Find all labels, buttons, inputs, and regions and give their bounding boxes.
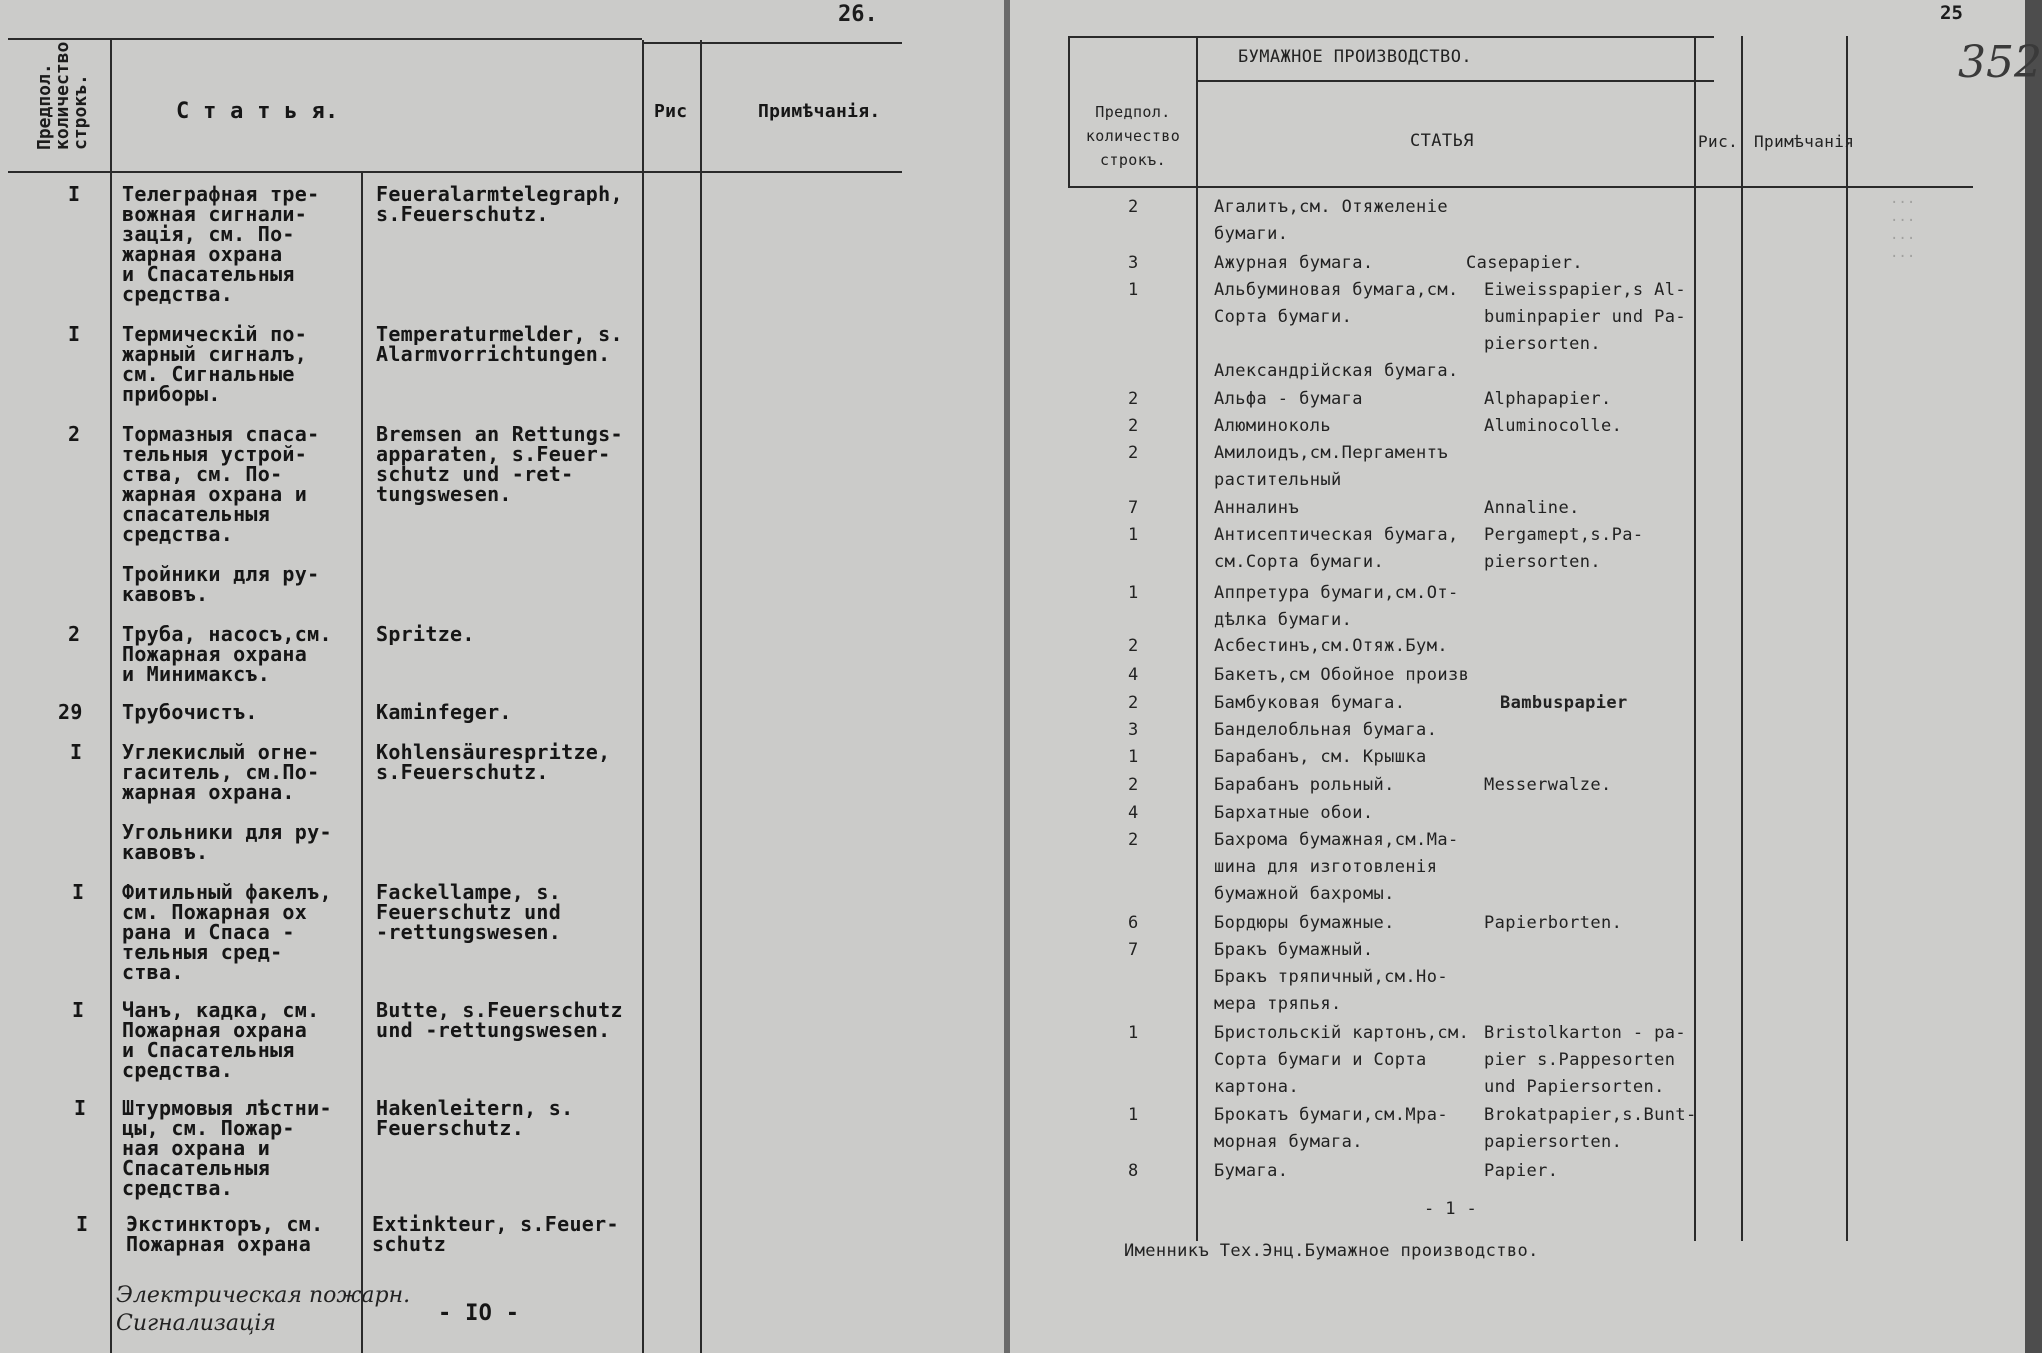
right-page [1010,0,2042,1353]
row-article-de: Temperaturmelder, s. Alarmvorrichtungen. [376,322,623,366]
row-count: 1 [1128,747,1139,767]
header-bottom-border [1068,186,1973,188]
row-count: 1 [1128,1105,1139,1125]
row-article-ru: Банделобльная бумага. [1214,720,1438,740]
row-article-de: Kohlensäurespritze, s.Feuerschutz. [376,740,611,784]
row-article-de: Aluminocolle. [1484,416,1623,436]
row-article-ru: Брокатъ бумаги,см.Мра- морная бумага. [1214,1105,1448,1152]
row-article-ru: Чанъ, кадка, см. Пожарная охрана и Спасательныя средства. [122,998,320,1082]
column-divider [700,40,702,1353]
row-count: I [74,1096,87,1120]
row-article-de: Bremsen an Rettungs- apparaten, s.Feuer- schutz und -ret- tungswesen. [376,422,623,506]
row-count: 2 [1128,416,1139,436]
table-top-border [8,38,642,40]
row-article-ru: Труба, насосъ,см. Пожарная охрана и Минимаксъ. [122,622,332,686]
row-article-ru: Углекислый огне- гаситель, см.По- жарная охрана. [122,740,320,804]
row-count: 1 [1128,280,1139,300]
table-top-border [1068,36,1714,38]
row-count: I [68,322,81,346]
row-article-ru: Анналинъ [1214,498,1300,518]
row-article-ru: Аппретура бумаги,см.От- дѣлка бумаги. [1214,583,1459,630]
row-count: I [68,182,81,206]
row-article-ru: Асбестинъ,см.Отяж.Бум. [1214,636,1448,656]
row-article-de: Bambuspapier [1500,693,1628,713]
row-article-de: Butte, s.Feuerschutz und -rettungswesen. [376,998,623,1042]
column-divider [1694,36,1696,1241]
row-count: I [72,880,85,904]
row-count: 2 [68,422,81,446]
row-article-ru: Александрійская бумага. [1214,361,1459,381]
table-top-border-right [642,42,902,44]
row-count: I [76,1212,89,1236]
row-count: 4 [1128,665,1139,685]
row-article-ru: Барабанъ, см. Крышка [1214,747,1427,767]
row-count: 3 [1128,253,1139,273]
row-article-ru: Угольники для ру- кавовъ. [122,820,332,864]
row-article-de: Papierborten. [1484,913,1623,933]
title-underline [1198,80,1714,82]
row-article-ru: Бордюры бумажные. [1214,913,1395,933]
left-page [0,0,1004,1353]
page-number: 26. [838,2,878,27]
row-count: I [72,998,85,1022]
row-article-ru: Альфа - бумага [1214,389,1363,409]
header-count: Предпол. количество строкъ. [1085,103,1181,169]
row-article-de: Casepapier. [1466,253,1583,273]
row-article-ru: Бакетъ,см Обойное произв [1214,665,1470,685]
row-article-de: Spritze. [376,622,475,646]
row-article-ru: Барабанъ рольный. [1214,775,1395,795]
header-notes: Примѣчанія. [758,101,881,122]
row-article-ru: Алюминоколь [1214,416,1331,436]
column-divider [642,40,644,1353]
header-figure: Рис. [1698,132,1739,151]
row-count: 2 [1128,693,1139,713]
row-count: 3 [1128,720,1139,740]
row-article-ru: Амилоидъ,см.Пергаментъ растительный [1214,443,1448,490]
bleed-through: ... ... ... ... [1890,191,1916,261]
row-article-de: Brokatpapier,s.Bunt- papiersorten. [1484,1105,1697,1152]
footer-page-number: - 1 - [1424,1199,1478,1219]
row-article-ru: Штурмовыя лѣстни- цы, см. Пожар- ная охрана и Спасательныя средства. [122,1096,332,1200]
row-count: 2 [1128,197,1139,217]
row-count: 1 [1128,525,1139,545]
row-article-ru: Экстинкторъ, см. Пожарная охрана [126,1212,324,1256]
row-count: 6 [1128,913,1139,933]
row-article-ru: Бархатные обои. [1214,803,1374,823]
row-article-de: Kaminfeger. [376,700,512,724]
row-count: 2 [1128,775,1139,795]
row-article-de: Eiweisspapier,s Al- buminpapier und Pa- piersorten. [1484,280,1687,354]
row-count: 2 [1128,830,1139,850]
row-count: 8 [1128,1161,1139,1181]
column-divider [1068,36,1070,188]
row-article-ru: Бамбуковая бумага. [1214,693,1406,713]
row-article-de: Papier. [1484,1161,1559,1181]
column-divider [1741,36,1743,1241]
row-article-de: Bristolkarton - pa- pier s.Pappesorten und Papiersorten. [1484,1023,1687,1097]
column-divider [361,171,363,1353]
row-count: 7 [1128,498,1139,518]
column-divider [1846,36,1848,1241]
row-count: 2 [68,622,81,646]
row-article-de: Alphapapier. [1484,389,1612,409]
column-divider [1196,36,1198,1241]
header-count: Предпол. количество строкъ. [34,41,91,150]
row-article-de: Messerwalze. [1484,775,1612,795]
row-article-de: Hakenleitern, s. Feuerschutz. [376,1096,574,1140]
row-article-ru: Ажурная бумага. [1214,253,1374,273]
page-number: 25 [1940,2,1963,24]
header-article: С т а т ь я. [176,99,339,124]
row-article-de: Annaline. [1484,498,1580,518]
row-article-de: Fackellampe, s. Feuerschutz und -rettungswesen. [376,880,562,944]
row-article-ru: Антисептическая бумага, см.Сорта бумаги. [1214,525,1459,572]
row-article-ru: Термическій по- жарный сигналъ, см. Сигнальные приборы. [122,322,308,406]
row-count: 4 [1128,803,1139,823]
footer-page-number: - IO - [438,1301,520,1326]
header-figure: Рис [654,101,688,122]
row-article-ru: Телеграфная тре- вожная сигнали- зація, см. По- жарная охрана и Спасательныя средства. [122,182,320,306]
row-article-ru: Бракъ тряпичный,см.Но- мера тряпья. [1214,967,1448,1014]
row-count: 2 [1128,443,1139,463]
section-title: БУМАЖНОЕ ПРОИЗВОДСТВО. [1238,47,1472,67]
archive-stamp-number: 352 [1958,37,2042,88]
row-count: I [70,740,83,764]
row-article-de: Pergamept,s.Pa- piersorten. [1484,525,1644,572]
row-article-de: Feueralarmtelegraph, s.Feuerschutz. [376,182,623,226]
row-count: 2 [1128,389,1139,409]
column-divider [110,38,112,1353]
row-article-ru: Тройники для ру- кавовъ. [122,562,320,606]
row-article-ru: Бристольскій картонъ,см. Сорта бумаги и Сорта картона. [1214,1023,1470,1097]
row-count: 2 [1128,636,1139,656]
row-article-ru: Альбуминовая бумага,см. Сорта бумаги. [1214,280,1459,327]
row-count: 1 [1128,1023,1139,1043]
header-article: СТАТЬЯ [1410,131,1474,151]
row-article-de: Extinkteur, s.Feuer- schutz [372,1212,619,1256]
header-notes: Примѣчанія [1754,132,1855,151]
row-article-ru: Агалитъ,см. Отяжеленіе бумаги. [1214,197,1448,244]
header-bottom-border [8,171,902,173]
row-article-ru: Бракъ бумажный. [1214,940,1374,960]
row-article-ru: Тормазныя спаса- тельныя устрой- ства, см. По- жарная охрана и спасательныя средства. [122,422,320,546]
row-article-ru: Бумага. [1214,1161,1289,1181]
handwritten-note: Электрическая пожарн. Сигнализація [116,1283,411,1336]
row-article-ru: Трубочистъ. [122,700,258,724]
row-article-ru: Бахрома бумажная,см.Ма- шина для изготовленія бумажной бахромы. [1214,830,1459,904]
footer-note: Именникъ Тех.Энц.Бумажное производство. [1124,1241,1539,1261]
row-count: 29 [58,700,83,724]
row-article-ru: Фитильный факелъ, см. Пожарная ох рана и Спаса - тельныя сред- ства. [122,880,332,984]
row-count: 1 [1128,583,1139,603]
row-count: 7 [1128,940,1139,960]
